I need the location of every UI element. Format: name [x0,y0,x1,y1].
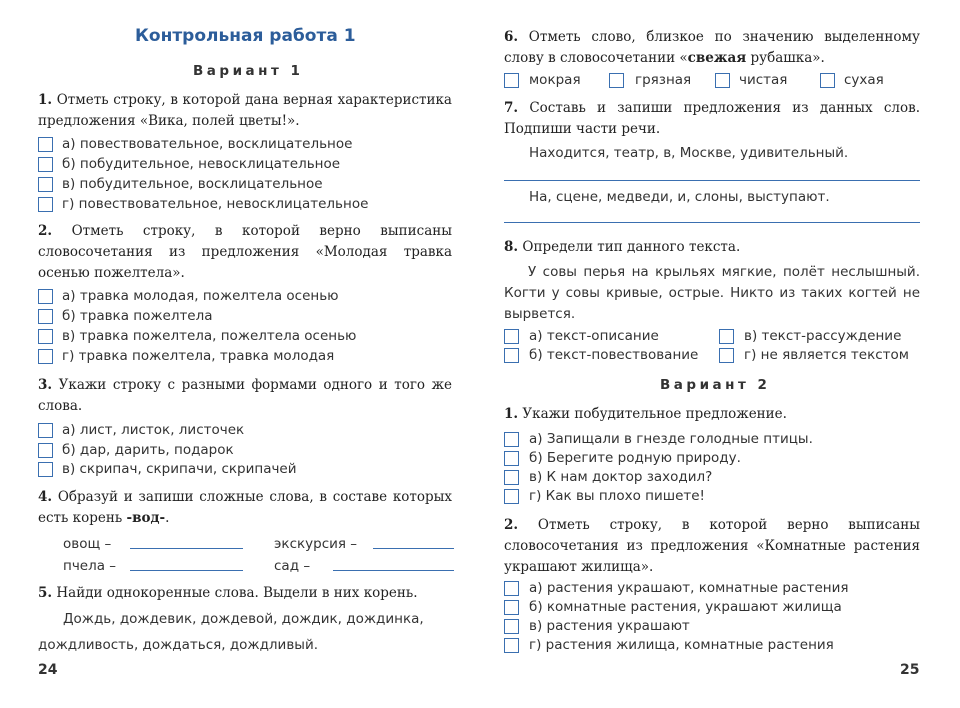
option-label: а) травка молодая, пожелтела осенью [62,288,339,304]
question-text: Образуй и запиши сложные слова, в составе которых есть корень [38,489,452,526]
option-label: б) побудительное, невосклицательное [62,156,341,172]
word-set-1: Находится, театр, в, Москве, удивительный. [529,145,849,161]
checkbox[interactable] [504,638,519,653]
answer-line[interactable] [504,222,920,223]
checkbox[interactable] [38,462,53,477]
checkbox[interactable] [38,329,53,344]
checkbox[interactable] [504,489,519,504]
checkbox[interactable] [38,309,53,324]
question-text-end: . [165,510,170,526]
word-prompt: сад – [274,558,311,574]
highlighted-word: свежая [687,50,747,66]
page-title: Контрольная работа 1 [135,26,356,46]
question-6 [504,27,920,69]
option-label: в) травка пожелтела, пожелтела осенью [62,328,357,344]
question-number: 5. [38,585,53,601]
variant-2-heading: Вариант 2 [660,377,771,393]
question-text: Найди однокоренные слова. Выдели в них корень. [52,585,418,601]
question-1 [38,90,452,132]
checkbox[interactable] [38,349,53,364]
question-number: 8. [504,239,519,255]
right-page [480,0,960,708]
question-number: 1. [38,92,53,108]
option-label: б) дар, дарить, подарок [62,442,234,458]
question-number: 1. [504,406,519,422]
option-label: б) комнатные растения, украшают жилища [529,599,842,615]
option-label: а) повествовательное, восклицательное [62,136,353,152]
option-label: б) Берегите родную природу. [529,450,741,466]
question-8 [504,237,920,258]
checkbox[interactable] [504,470,519,485]
question-text: Отметь слово, близкое по значению выделенному слову в словосочетании « [504,29,920,66]
answer-line[interactable] [130,570,243,571]
option-label: в) текст-рассуждение [744,328,902,344]
question-number: 7. [504,100,519,116]
checkbox[interactable] [820,73,835,88]
question-text: Отметь строку, в которой дана верная характеристика предложения «Вика, полей цветы!». [38,92,452,129]
option-label: в) побудительное, восклицательное [62,176,323,192]
checkbox[interactable] [719,348,734,363]
checkbox[interactable] [38,289,53,304]
option-label: г) травка пожелтела, травка молодая [62,348,335,364]
checkbox[interactable] [38,157,53,172]
page-number: 25 [900,662,920,678]
checkbox[interactable] [504,619,519,634]
option-label: а) Запищали в гнезде голодные птицы. [529,431,813,447]
checkbox[interactable] [609,73,624,88]
checkbox[interactable] [38,137,53,152]
text-passage: У совы перья на крыльях мягкие, полёт неслышный. Когти у совы кривые, острые. Никто из таких когтей не вырвется. [504,264,920,322]
option-label: сухая [844,72,884,88]
option-label: г) растения жилища, комнатные растения [529,637,834,653]
question-3 [38,375,452,417]
option-label: б) текст-повествование [529,347,699,363]
question-2 [38,221,452,284]
checkbox[interactable] [719,329,734,344]
question-4 [38,487,452,529]
variant-2-question-1 [504,404,920,425]
answer-line[interactable] [130,548,243,549]
question-text: Определи тип данного текста. [518,239,741,255]
answer-line[interactable] [504,180,920,181]
variant-1-heading: Вариант 1 [193,63,304,79]
question-text: Укажи строку с разными формами одного и того же слова. [38,377,452,414]
checkbox[interactable] [38,443,53,458]
checkbox[interactable] [38,177,53,192]
checkbox[interactable] [38,423,53,438]
option-label: г) повествовательное, невосклицательное [62,196,369,212]
word-prompt: овощ – [63,536,112,552]
option-label: а) растения украшают, комнатные растения [529,580,849,596]
checkbox[interactable] [504,600,519,615]
word-prompt: пчела – [63,558,117,574]
checkbox[interactable] [715,73,730,88]
option-label: в) скрипач, скрипачи, скрипачей [62,461,297,477]
option-label: а) текст-описание [529,328,659,344]
option-label: г) Как вы плохо пишете! [529,488,705,504]
question-number: 3. [38,377,53,393]
checkbox[interactable] [504,73,519,88]
option-label: б) травка пожелтела [62,308,213,324]
option-label: мокрая [529,72,581,88]
question-7 [504,98,920,140]
checkbox[interactable] [504,451,519,466]
question-number: 2. [504,517,519,533]
word-list-line-2: дождливость, дождаться, дождливый. [38,637,319,653]
checkbox[interactable] [504,329,519,344]
page-number: 24 [38,662,58,678]
checkbox[interactable] [504,432,519,447]
checkbox[interactable] [38,197,53,212]
option-label: грязная [635,72,692,88]
option-label: а) лист, листок, листочек [62,422,245,438]
option-label: г) не является текстом [744,347,909,363]
question-text-end: рубашка». [746,50,825,66]
question-text: Укажи побудительное предложение. [518,406,787,422]
question-text: Отметь строку, в которой верно выписаны словосочетания из предложения «Молодая травка осенью пожелтела». [38,223,452,281]
word-list-line-1: Дождь, дождевик, дождевой, дождик, дождинка, [63,611,424,627]
root-morpheme: -вод- [126,510,166,526]
question-number: 2. [38,223,53,239]
question-text: Составь и запиши предложения из данных слов. Подпиши части речи. [504,100,920,137]
variant-2-question-2 [504,515,920,578]
question-text: Отметь строку, в которой верно выписаны словосочетания из предложения «Комнатные растения украшают жилища». [504,517,920,575]
question-number: 6. [504,29,519,45]
answer-line[interactable] [333,570,454,571]
option-label: в) растения украшают [529,618,690,634]
question-5 [38,583,458,604]
option-label: в) К нам доктор заходил? [529,469,713,485]
checkbox[interactable] [504,581,519,596]
answer-line[interactable] [373,548,454,549]
checkbox[interactable] [504,348,519,363]
word-set-2: На, сцене, медведи, и, слоны, выступают. [529,189,830,205]
option-label: чистая [739,72,788,88]
question-number: 4. [38,489,53,505]
word-prompt: экскурсия – [274,536,358,552]
